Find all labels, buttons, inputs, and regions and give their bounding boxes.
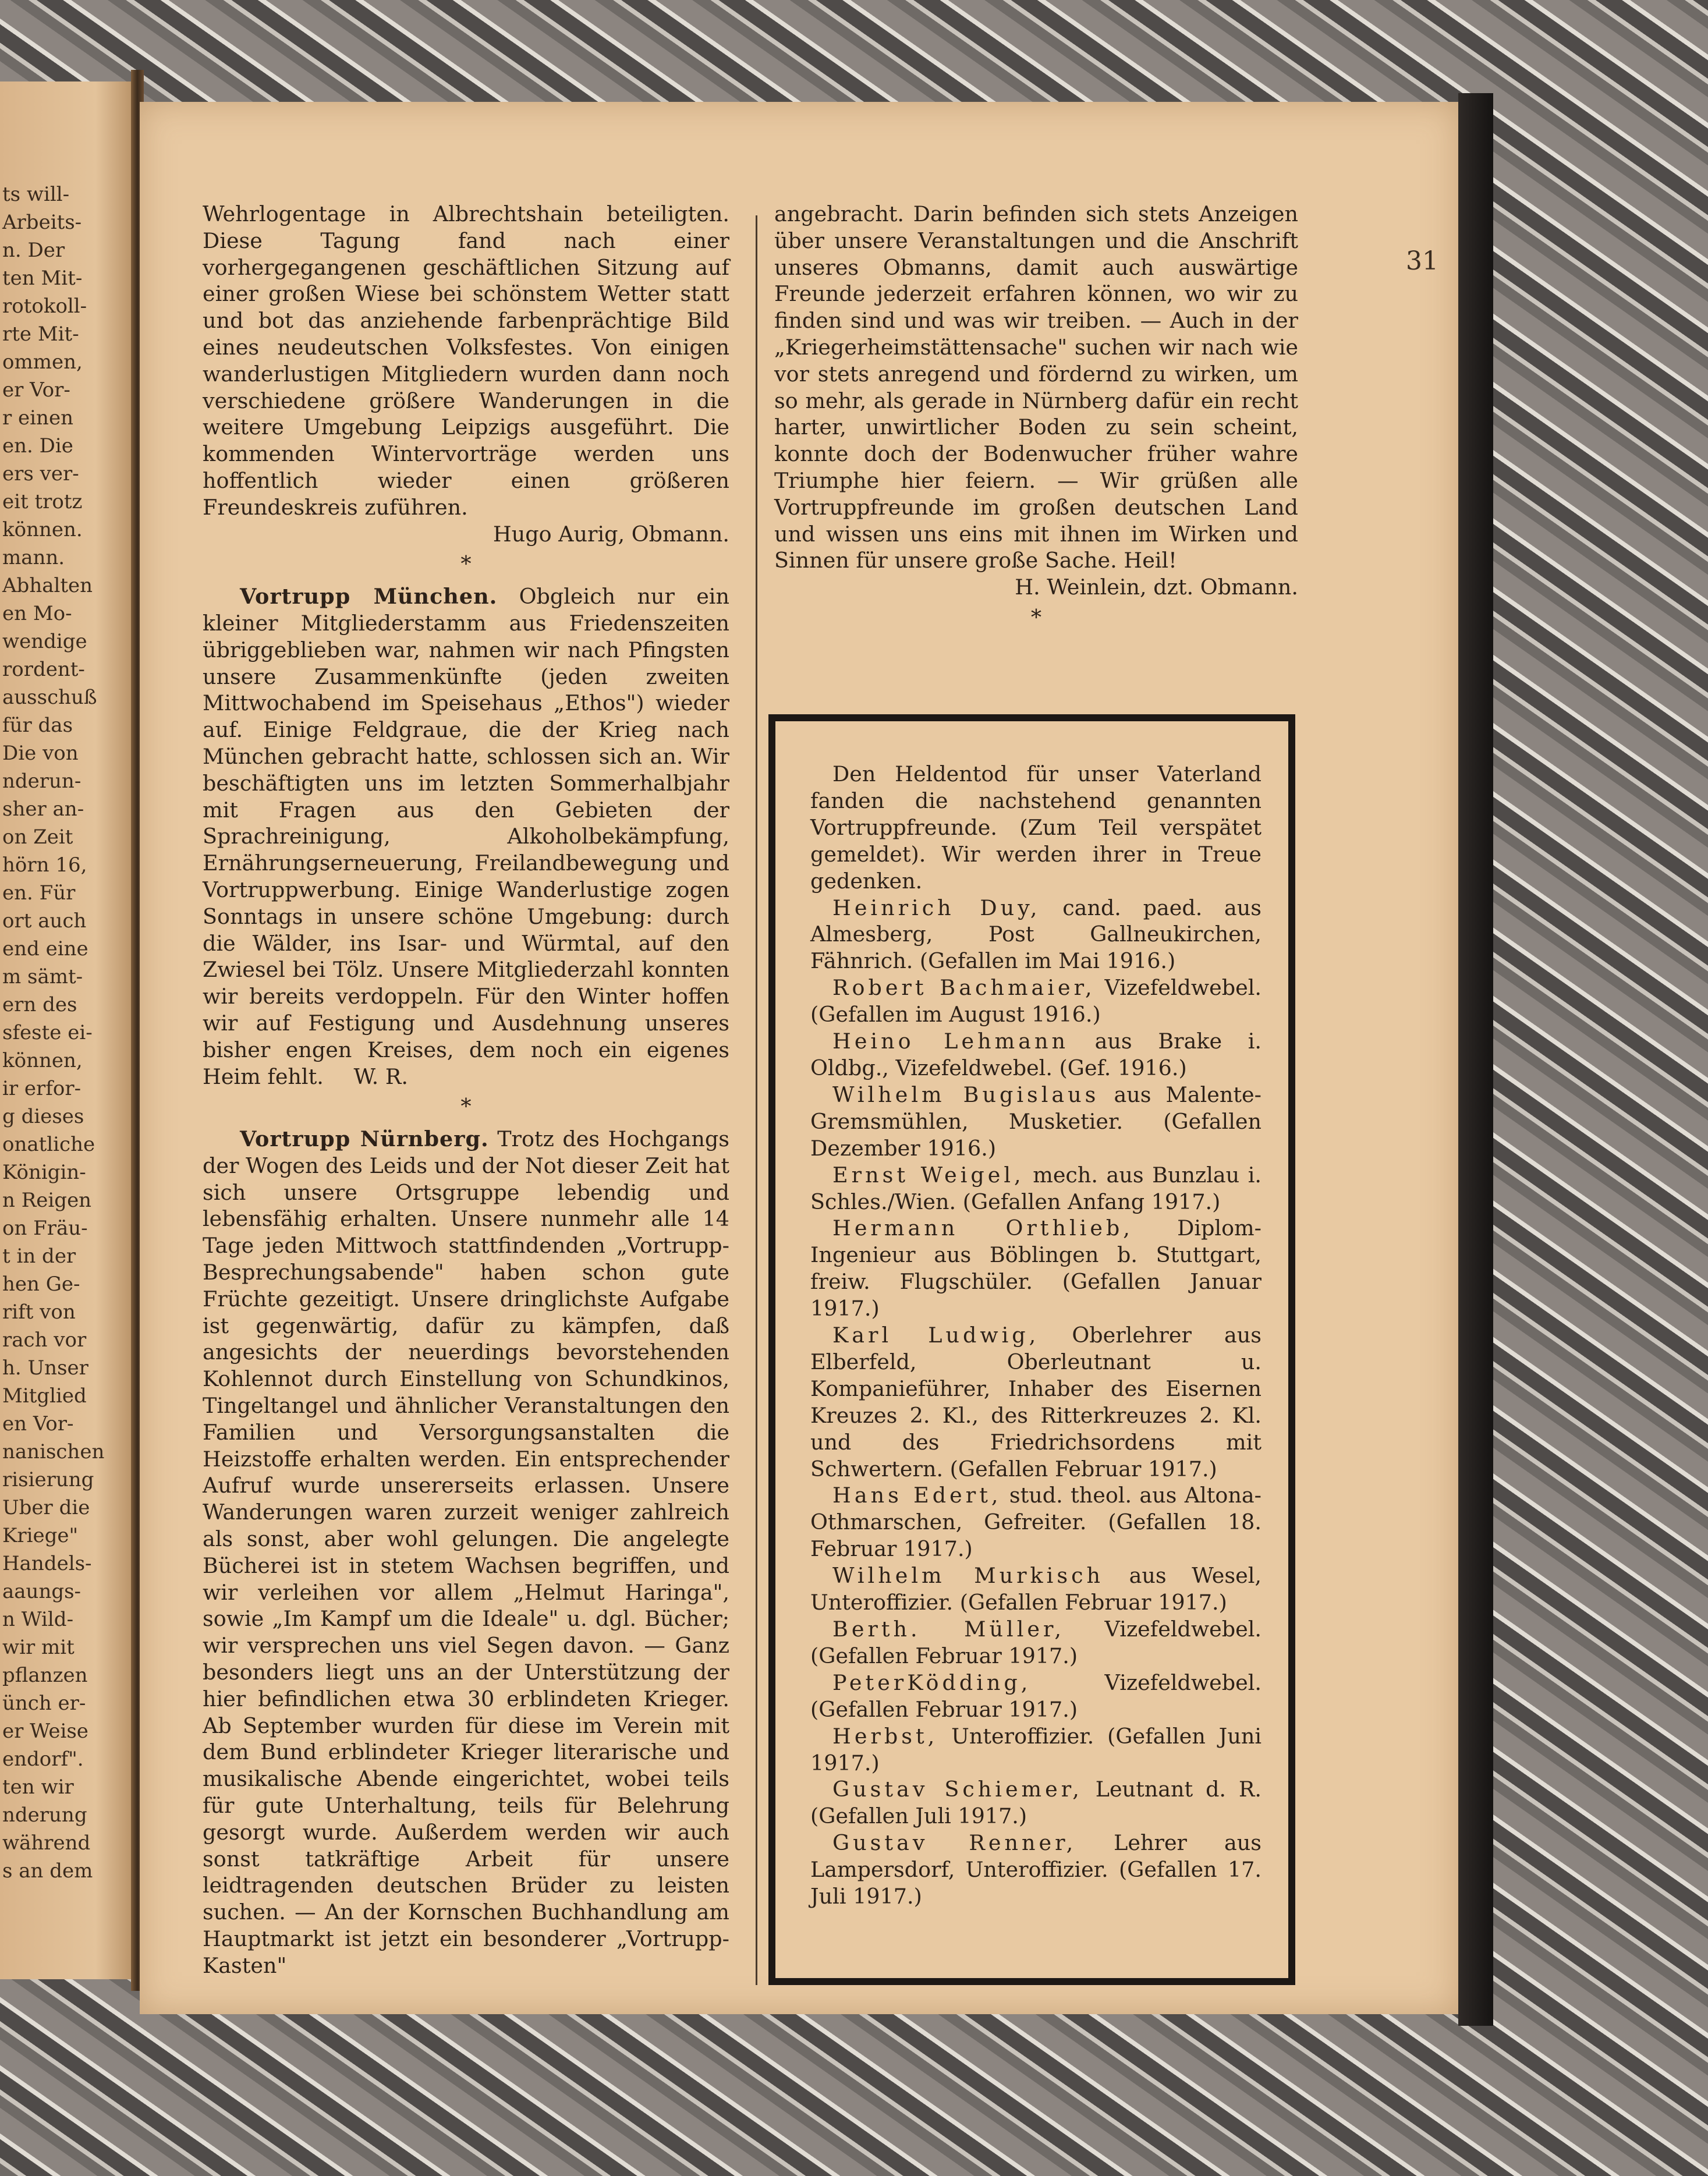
memorial-text	[810, 761, 1261, 1910]
left-page-line: hörn 16,	[2, 853, 87, 877]
memorial-entry-name: Wilhelm Bugislaus	[832, 1082, 1100, 1107]
left-page-line: sfeste ei-	[2, 1021, 93, 1044]
left-page-line: sher an-	[2, 798, 84, 821]
left-page-line: n. Der	[2, 239, 65, 262]
left-page-line: Abhalten	[2, 574, 93, 597]
memorial-entry	[810, 1562, 1261, 1616]
left-page-line: ausschuß	[2, 686, 97, 709]
book-page	[140, 102, 1458, 2014]
left-page-line: h. Unser	[2, 1356, 88, 1380]
left-page-line: nderun-	[2, 770, 81, 793]
left-page-line: ommen,	[2, 350, 83, 374]
memorial-entry-name: Heino Lehmann	[832, 1029, 1069, 1054]
left-page-line: ten Mit-	[2, 267, 83, 290]
left-page-line: pflanzen	[2, 1664, 88, 1687]
left-page-line: ünch er-	[2, 1692, 86, 1715]
left-page-line: r einen	[2, 406, 73, 430]
section-divider: *	[1030, 604, 1042, 630]
left-page-line: rotokoll-	[2, 295, 87, 318]
left-page-line: aaungs-	[2, 1580, 81, 1603]
memorial-entry	[810, 1322, 1261, 1482]
memorial-entry-name: Berth. Müller,	[832, 1617, 1065, 1642]
memorial-entry-name: Gustav Schiemer,	[832, 1777, 1083, 1802]
left-page-line: ts will-	[2, 183, 70, 206]
section-divider: *	[460, 551, 472, 577]
left-page-line: während	[2, 1831, 91, 1855]
memorial-entry-text: Leutnant d. R. (Gefallen Juli 1917.)	[810, 1777, 1262, 1829]
signature-aurig: Hugo Aurig, Obmann.	[492, 521, 729, 547]
left-page-line: er Weise	[2, 1720, 88, 1743]
memorial-entry-text: aus Malente-Gremsmühlen, Musketier. (Gefallen Dezember 1916.)	[810, 1082, 1261, 1161]
memorial-entry-text: Vizefeldwebel. (Gefallen Februar 1917.)	[810, 1670, 1261, 1722]
left-page-line: g dieses	[2, 1105, 84, 1128]
left-page-line: Die von	[2, 742, 79, 765]
memorial-entry-text: Diplom-Ingenieur aus Böblingen b. Stuttgart, freiw. Flugschüler. (Gefallen Januar 1917.)	[810, 1215, 1261, 1321]
section-muenchen	[203, 583, 729, 1090]
left-page-line: nderung	[2, 1803, 87, 1827]
page-edge-shadow	[1458, 93, 1493, 2026]
column-rule	[756, 215, 757, 1985]
memorial-entry-name: Ernst Weigel,	[832, 1162, 1025, 1188]
left-page-line: en. Die	[2, 434, 73, 458]
memorial-entry	[810, 1082, 1261, 1162]
memorial-entry-name: Karl Ludwig,	[832, 1323, 1040, 1348]
memorial-entry-name: PeterKödding,	[832, 1670, 1032, 1695]
memorial-entry	[810, 1162, 1261, 1215]
left-page-line: ir erfor-	[2, 1077, 81, 1100]
left-page-line: rift von	[2, 1300, 76, 1324]
memorial-intro: Den Heldentod für unser Vaterland fanden die nachstehend genannten Vortruppfreunde. (Zum Teil verspätet gemeldet). Wir werden ihrer in Treue gedenken.	[810, 761, 1261, 894]
memorial-entry-text: aus Brake i. Oldbg., Vizefeldwebel. (Gef. 1916.)	[810, 1029, 1261, 1080]
memorial-entry-text: aus Wesel, Unteroffizier. (Gefallen Februar 1917.)	[810, 1563, 1261, 1615]
left-page-line: wir mit	[2, 1636, 75, 1659]
memorial-entry-text: Unteroffizier. (Gefallen Juni 1917.)	[810, 1723, 1262, 1775]
left-page-line: end eine	[2, 937, 88, 961]
left-page-line: m sämt-	[2, 965, 83, 988]
memorial-entry-name: Gustav Renner,	[832, 1830, 1077, 1856]
left-page-line: n Reigen	[2, 1189, 92, 1212]
left-page-line: Uber die	[2, 1496, 90, 1519]
left-page-line: wendige	[2, 630, 87, 653]
memorial-entry	[810, 1482, 1261, 1562]
left-page-line: n Wild-	[2, 1608, 74, 1631]
left-page-line: nanischen	[2, 1440, 105, 1463]
left-page-line: rordent-	[2, 658, 85, 681]
paragraph-nuernberg: Trotz des Hochgangs der Wogen des Leids und der Not dieser Zeit hat sich unsere Ortsgruppe lebendig und lebensfähig erhalten. Unsere nunmehr alle 14 Tage jeden Mittwoch stattfindenden „Vortrupp-Besprechungsabende" haben schon gute Früchte gezeitigt. Unsere dringlichste Aufgabe ist gegenwärtig, dafür zu kämpfen, daß angesichts der neuerdings bevorstehenden Kohlennot durch Einstellung von Schundkinos, Tingeltangel und ähnlicher Veranstaltungen den Familien und Versorgungsanstalten die Heizstoffe erhalten werden. Ein entsprechender Aufruf wurde unsererseits erlassen. Unsere Wanderungen waren zurzeit weniger zahlreich als sonst, aber wohl gelungen. Die angelegte Bücherei ist in stetem Wachsen begriffen, und wir verleihen vor allem „Helmut Haringa", sowie „Im Kampf um die Ideale" u. dgl. Bücher; wir versprechen uns viel Segen davon. — Ganz besonders liegt uns an der Unterstützung der hier befindlichen etwa 30 erblindeten Krieger. Ab September wurden für diese im Verein mit dem Bund erblindeter Krieger literarische und musikalische Abende eingerichtet, wobei teils für gute Unterhaltung, teils für Belehrung gesorgt wurde. Außerdem werden wir auch sonst tatkräftige Arbeit für unsere leidtragenden deutschen Brüder zu leisten suchen. — An der Kornschen Buchhandlung am Hauptmarkt ist jetzt ein besonderer „Vortrupp-Kasten"	[203, 1126, 730, 1978]
left-page-line: en. Für	[2, 881, 76, 905]
memorial-entry-name: Hans Edert,	[832, 1483, 1002, 1508]
section-nuernberg	[203, 1126, 729, 1979]
left-page-line: mann.	[2, 546, 65, 569]
memorial-entry	[810, 1723, 1261, 1777]
left-page-line: onatliche	[2, 1133, 95, 1156]
left-page-line: hen Ge-	[2, 1273, 80, 1296]
left-page-line: on Zeit	[2, 825, 73, 849]
left-page-line: rach vor	[2, 1328, 87, 1352]
left-page-line: Handels-	[2, 1552, 92, 1575]
memorial-entry-text: stud. theol. aus Altona-Othmarschen, Gefreiter. (Gefallen 18. Februar 1917.)	[810, 1483, 1262, 1562]
left-page-line: für das	[2, 714, 73, 737]
left-page-line: risierung	[2, 1468, 94, 1491]
paragraph-nuernberg-cont: angebracht. Darin befinden sich stets Anzeigen über unsere Veranstaltungen und die Anschrift unseres Obmanns, damit auch auswärtige Freunde jederzeit erfahren können, wo wir zu finden sind und was wir treiben. — Auch in der „Kriegerheimstättensache" suchen wir nach wie vor stets anregend und fördernd zu wirken, um so mehr, als gerade in Nürnberg dafür ein recht harter, unwirtlicher Boden zu sein scheint, konnte doch der Bodenwucher früher wahre Triumphe hier feiern. — Wir grüßen alle Vortruppfreunde im großen deutschen Land und wissen uns eins mit ihnen im Wirken und Sinnen für unsere große Sache. Heil!	[774, 201, 1298, 573]
memorial-entry-text: Oberlehrer aus Elberfeld, Oberleutnant u. Kompanieführer, Inhaber des Eisernen Kreuzes 2. Kl., des Ritterkreuzes 2. Kl. und des Friedrichsordens mit Schwertern. (Gefallen Februar 1917.)	[810, 1323, 1262, 1482]
memorial-entry-text: Lehrer aus Lampersdorf, Unteroffizier. (Gefallen 17. Juli 1917.)	[810, 1830, 1261, 1909]
column-right	[774, 201, 1298, 637]
memorial-entry	[810, 1830, 1261, 1910]
left-page-line: ten wir	[2, 1775, 74, 1799]
heading-muenchen: Vortrupp München.	[240, 584, 498, 609]
memorial-entry-name: Herbst,	[832, 1723, 938, 1749]
left-page-line: Mitglied	[2, 1384, 87, 1408]
left-page-line: können.	[2, 518, 83, 541]
heading-nuernberg: Vortrupp Nürnberg.	[240, 1126, 489, 1152]
memorial-entry-name: Hermann Orthlieb,	[832, 1215, 1133, 1241]
page-number: 31	[1406, 246, 1438, 276]
memorial-entry-name: Heinrich Duy,	[832, 895, 1041, 920]
memorial-entry	[810, 1776, 1261, 1830]
left-page-line: en Mo-	[2, 602, 72, 625]
paragraph-muenchen: Obgleich nur ein kleiner Mitgliederstamm aus Friedenszeiten übriggeblieben war, nahmen wir nach Pfingsten unsere Zusammenkünfte (jeden zweiten Mittwochabend im Speisehaus „Ethos") wieder auf. Einige Feldgraue, die der Krieg nach München gebracht hatte, schlossen sich an. Wir beschäftigten uns im letzten Sommerhalbjahr mit Fragen aus den Gebieten der Sprachreinigung, Alkoholbekämpfung, Ernährungserneuerung, Freilandbewegung und Vortruppwerbung. Einige Wanderlustige zogen Sonntags in unsere schöne Umgebung: durch die Wälder, ins Isar- und Würmtal, auf den Zwiesel bei Tölz. Unsere Mitgliederzahl konnten wir bereits verdoppeln. Für den Winter hoffen wir auf Festigung und Ausdehnung unseres bisher engen Kreises, dem noch ein eigenes Heim fehlt.	[203, 584, 729, 1089]
memorial-box	[768, 714, 1295, 1985]
memorial-list	[810, 895, 1261, 1910]
memorial-entry-name: Robert Bachmaier,	[832, 975, 1096, 1001]
left-page-line: ern des	[2, 993, 77, 1016]
memorial-entry-text: Vizefeldwebel. (Gefallen im August 1916.)	[810, 975, 1261, 1027]
signature-weinlein: H. Weinlein, dzt. Obmann.	[1015, 575, 1298, 600]
paragraph-leipzig: Wehrlogentage in Albrechtshain beteiligten. Diese Tagung fand nach einer vorhergegangenen geschäftlichen Sitzung auf einer großen Wiese bei schönstem Wetter statt und bot das anziehende farbenprächtige Bild eines neudeutschen Volksfestes. Von einigen wanderlustigen Mitgliedern wurden dann noch verschiedene größere Wanderungen in die weitere Umgebung Leipzigs ausgeführt. Die kommenden Wintervorträge werden uns hoffentlich wieder einen größeren Freundeskreis zuführen.	[203, 201, 729, 520]
left-page-line: s an dem	[2, 1859, 93, 1883]
left-page-line: rte Mit-	[2, 322, 79, 346]
left-page-line: en Vor-	[2, 1412, 74, 1436]
section-divider: *	[460, 1094, 472, 1119]
signature-wr: W. R.	[353, 1064, 408, 1089]
memorial-entry	[810, 974, 1261, 1028]
left-page-line: t in der	[2, 1245, 76, 1268]
left-page-line: ers ver-	[2, 462, 79, 485]
memorial-entry	[810, 1670, 1261, 1723]
memorial-entry-name: Wilhelm Murkisch	[832, 1563, 1104, 1589]
left-page-line: Arbeits-	[2, 211, 82, 234]
column-left	[203, 201, 729, 1979]
left-page-fragment	[0, 81, 137, 1979]
memorial-entry	[810, 895, 1261, 975]
left-page-line: endorf".	[2, 1748, 84, 1771]
left-page-line: Kriege"	[2, 1524, 79, 1547]
memorial-entry-text: Vizefeldwebel. (Gefallen Februar 1917.)	[810, 1617, 1262, 1668]
left-page-line: Königin-	[2, 1161, 86, 1184]
memorial-entry-text: cand. paed. aus Almesberg, Post Gallneukirchen, Fähnrich. (Gefallen im Mai 1916.)	[810, 895, 1261, 974]
memorial-entry	[810, 1215, 1261, 1322]
left-page-line: können,	[2, 1049, 83, 1072]
left-page-line: on Fräu-	[2, 1217, 88, 1240]
memorial-entry	[810, 1028, 1261, 1082]
left-page-line: ort auch	[2, 909, 87, 933]
left-page-line: er Vor-	[2, 378, 70, 402]
memorial-entry-text: mech. aus Bunzlau i. Schles./Wien. (Gefallen Anfang 1917.)	[810, 1162, 1261, 1214]
memorial-entry	[810, 1616, 1261, 1670]
left-page-line: eit trotz	[2, 490, 83, 513]
